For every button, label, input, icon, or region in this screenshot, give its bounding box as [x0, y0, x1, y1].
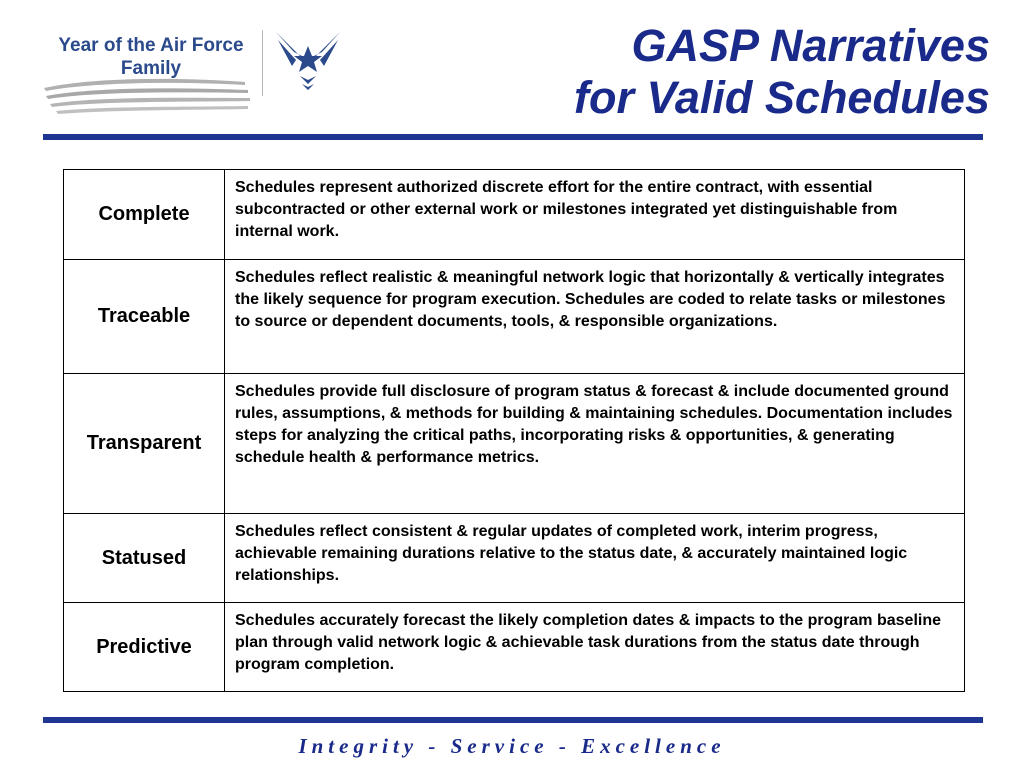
year-of-air-force-family-logo — [40, 24, 380, 120]
logo-line-2: Family — [120, 58, 182, 79]
table-row — [64, 603, 965, 692]
footer-divider — [43, 717, 983, 723]
page-title — [574, 20, 990, 124]
title-line-2: for Valid Schedules — [574, 72, 990, 123]
narratives-table — [63, 169, 965, 692]
row-description: Schedules reflect consistent & regular updates of completed work, interim progress, achievable remaining durations relative to the status date, & accurately maintained logic relationships. — [225, 514, 965, 603]
table-row — [64, 374, 965, 514]
logo-line-1: Year of the Air Force — [58, 35, 244, 56]
logo-text — [46, 34, 256, 80]
logo-divider — [262, 30, 263, 96]
title-line-1: GASP Narratives — [631, 20, 990, 71]
air-force-symbol-icon — [272, 26, 344, 92]
row-label: Statused — [64, 514, 225, 603]
row-label: Traceable — [64, 260, 225, 374]
row-description: Schedules accurately forecast the likely completion dates & impacts to the program baseline plan through valid network logic & achievable task durations from the status date through program completion. — [225, 603, 965, 692]
row-label: Transparent — [64, 374, 225, 514]
footer-motto: Integrity - Service - Excellence — [298, 734, 726, 758]
row-description: Schedules reflect realistic & meaningful network logic that horizontally & vertically integrates the likely sequence for program execution. Schedules are coded to relate tasks or milestones to source or dependent documents, tools, & responsible organizations. — [225, 260, 965, 374]
table-row — [64, 170, 965, 260]
row-description: Schedules provide full disclosure of program status & forecast & include documented ground rules, assumptions, & methods for building & maintaining schedules. Documentation includes steps for analyzing the critical paths, incorporating risks & opportunities, & generating schedule health & performance metrics. — [225, 374, 965, 514]
table-row — [64, 514, 965, 603]
swoosh-icon — [40, 78, 255, 118]
row-description: Schedules represent authorized discrete effort for the entire contract, with essential subcontracted or other external work or milestones integrated yet distinguishable from internal work. — [225, 170, 965, 260]
row-label: Complete — [64, 170, 225, 260]
header-divider — [43, 134, 983, 140]
row-label: Predictive — [64, 603, 225, 692]
table-row — [64, 260, 965, 374]
